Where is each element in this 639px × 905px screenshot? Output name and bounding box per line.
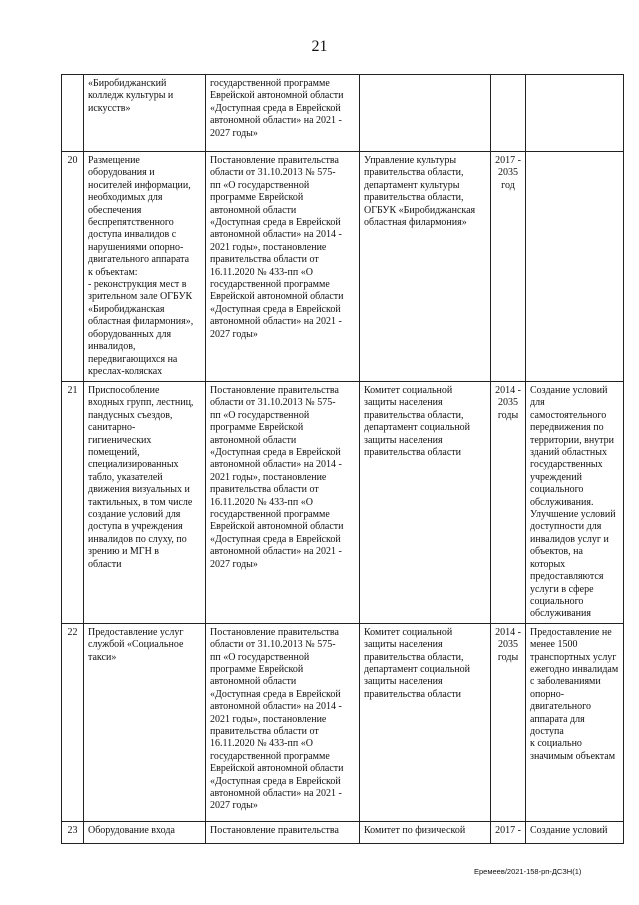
row-number-cell: 23 [62, 821, 84, 843]
executor-cell: Комитет социальной защиты населения правительства области, департамент социальной защиты населения правительства области [360, 382, 491, 624]
basis-cell: Постановление правительства области от 31.10.2013 № 575- пп «О государственной программе Еврейской автономной области «Доступная среда в Еврейской автономной области» на 2014 - 2021 годы», постановление правительства области от 16.11.2020 № 433-пп «О государственной программе Еврейской автономной области «Доступная среда в Еврейской автономной области» на 2021 - 2027 годы» [206, 623, 360, 821]
period-cell [491, 75, 526, 152]
executor-cell [360, 75, 491, 152]
period-cell: 2014 - 2035 годы [491, 382, 526, 624]
period-cell: 2017 - 2035 год [491, 152, 526, 382]
result-cell: Создание условий [526, 821, 624, 843]
row-number-cell: 21 [62, 382, 84, 624]
measures-table [61, 74, 624, 844]
row-number-cell: 22 [62, 623, 84, 821]
period-cell: 2017 - [491, 821, 526, 843]
measure-cell: Размещение оборудования и носителей информации, необходимых для обеспечения беспрепятственного доступа инвалидов с нарушениями опорно- двигательного аппарата к объектам: - реконструкция мест в зрительном зале ОГБУК «Биробиджанская областная филармония», оборудованных для инвалидов, передвигающихся на креслах-колясках [84, 152, 206, 382]
basis-cell: Постановление правительства области от 31.10.2013 № 575- пп «О государственной программе Еврейской автономной области «Доступная среда в Еврейской автономной области» на 2014 - 2021 годы», постановление правительства области от 16.11.2020 № 433-пп «О государственной программе Еврейской автономной области «Доступная среда в Еврейской автономной области» на 2021 - 2027 годы» [206, 152, 360, 382]
measure-cell: Предоставление услуг службой «Социальное такси» [84, 623, 206, 821]
result-cell: Предоставление не менее 1500 транспортных услуг ежегодно инвалидам с заболеваниями опорно- двигательного аппарата для доступа к социально значимым объектам [526, 623, 624, 821]
page-number: 21 [311, 38, 328, 55]
measure-cell: «Биробиджанский колледж культуры и искусств» [84, 75, 206, 152]
row-number-cell [62, 75, 84, 152]
table-row [62, 152, 624, 382]
basis-cell: Постановление правительства [206, 821, 360, 843]
document-code: Еремеев/2021-158-рп-ДСЗН(1) [474, 867, 582, 876]
result-cell [526, 152, 624, 382]
result-cell: Создание условий для самостоятельного передвижения по территории, внутри зданий областных государственных учреждений социального обслуживания. Улучшение условий доступности для инвалидов услуг и объектов, на которых предоставляются услуги в сфере социального обслуживания [526, 382, 624, 624]
executor-cell: Комитет по физической [360, 821, 491, 843]
executor-cell: Управление культуры правительства области, департамент культуры правительства области, ОГБУК «Биробиджанская областная филармония» [360, 152, 491, 382]
basis-cell: государственной программе Еврейской автономной области «Доступная среда в Еврейской автономной области» на 2021 - 2027 годы» [206, 75, 360, 152]
table-row [62, 821, 624, 843]
row-number-cell: 20 [62, 152, 84, 382]
executor-cell: Комитет социальной защиты населения правительства области, департамент социальной защиты населения правительства области [360, 623, 491, 821]
measure-cell: Приспособление входных групп, лестниц, пандусных съездов, санитарно- гигиенических помещений, специализированных табло, указателей движения визуальных и тактильных, в том числе создание условий для доступа в учреждения инвалидов по слуху, по зрению и МГН в области [84, 382, 206, 624]
measure-cell: Оборудование входа [84, 821, 206, 843]
table-row [62, 382, 624, 624]
result-cell [526, 75, 624, 152]
period-cell: 2014 - 2035 годы [491, 623, 526, 821]
basis-cell: Постановление правительства области от 31.10.2013 № 575- пп «О государственной программе Еврейской автономной области «Доступная среда в Еврейской автономной области» на 2014 - 2021 годы», постановление правительства области от 16.11.2020 № 433-пп «О государственной программе Еврейской автономной области «Доступная среда в Еврейской автономной области» на 2021 - 2027 годы» [206, 382, 360, 624]
table-row [62, 75, 624, 152]
table-row [62, 623, 624, 821]
